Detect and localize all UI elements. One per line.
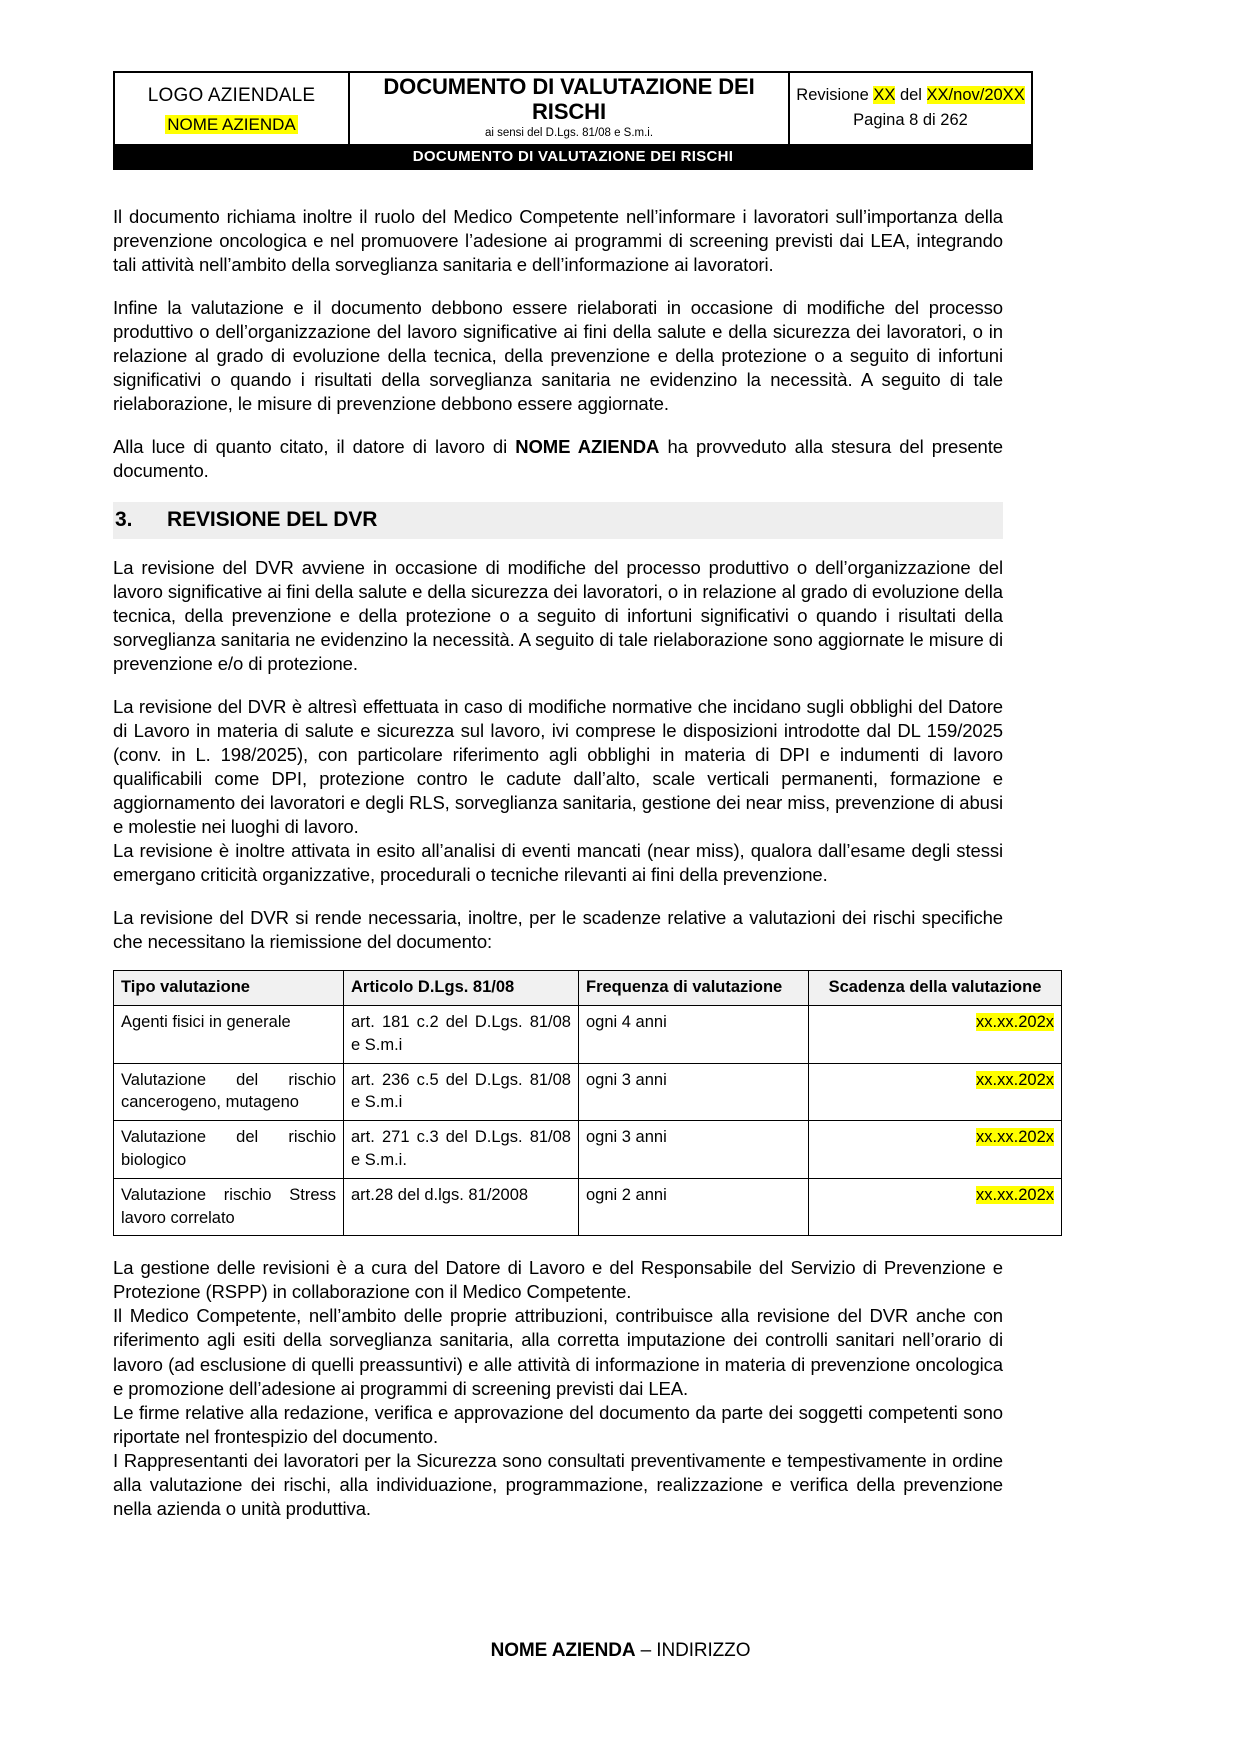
revision-date-highlight: XX/nov/20XX — [926, 85, 1025, 104]
section-paragraph-1: La revisione del DVR avviene in occasione di modifiche del processo produttivo o dell’organizzazione del lavoro significative ai fini della salute e della sicurezza dei lavoratori, o in relazione al grado di evoluzione della tecnica, della prevenzione e della protezione o a seguito di infortuni significativi o quando i risultati della sorveglianza sanitaria ne evidenzino la necessità. A seguito di tale rielaborazione sono aggiornate le misure di prevenzione e/o di protezione. — [113, 556, 1003, 674]
header-title-cell — [349, 72, 789, 145]
revision-prefix: Revisione — [796, 85, 874, 104]
table-body — [114, 1006, 1062, 1236]
revision-number-highlight: XX — [873, 85, 896, 104]
table-header-row — [114, 971, 1062, 1006]
scadenza-highlight: xx.xx.202x — [976, 1070, 1054, 1089]
document-title: DOCUMENTO DI VALUTAZIONE DEI RISCHI — [383, 74, 755, 124]
footer-company-name: NOME AZIENDA — [490, 1640, 636, 1661]
section-heading-revisione-dvr — [113, 502, 1003, 538]
datore-text-before: Alla luce di quanto citato, il datore di lavoro di — [113, 436, 516, 458]
document-subtitle: ai sensi del D.Lgs. 81/08 e S.m.i. — [484, 127, 654, 140]
table-row — [114, 1063, 1062, 1121]
column-header-articolo: Articolo D.Lgs. 81/08 — [344, 971, 579, 1006]
closing-paragraph-3: Le firme relative alla redazione, verifica e approvazione del documento da parte dei soggetti competenti sono riportate nel frontespizio del documento. — [113, 1401, 1003, 1447]
footer-address: INDIRIZZO — [656, 1640, 751, 1661]
datore-text-after: ha provveduto alla stesura del presente documento. — [113, 436, 1003, 482]
cell-scadenza — [809, 1178, 1062, 1236]
page-number-label: Pagina 8 di 262 — [853, 111, 968, 130]
scadenza-highlight: xx.xx.202x — [976, 1128, 1054, 1147]
document-body — [113, 205, 1054, 1540]
document-footer — [0, 1640, 1241, 1662]
section-paragraph-2: La revisione del DVR è altresì effettuata in caso di modifiche normative che incidano sugli obblighi del Datore di Lavoro in materia di salute e sicurezza sul lavoro, ivi comprese le disposizioni introdotte dal DL 159/2025 (conv. in L. 198/2025), con particolare riferimento agli obblighi in materia di DPI e indumenti di lavoro qualificabili come DPI, protezione contro le cadute dall’alto, scale verticali permanenti, formazione e aggiornamento dei lavoratori e degli RLS, sorveglianza sanitaria, gestione dei near miss, prevenzione di abusi e molestie nei luoghi di lavoro. — [113, 695, 1003, 838]
section-paragraph-4: La revisione del DVR si rende necessaria, inoltre, per le scadenze relative a valutazioni dei rischi specifiche che necessitano la riemissione del documento: — [113, 907, 1003, 953]
scadenza-highlight: xx.xx.202x — [976, 1185, 1054, 1204]
paragraph-datore-lavoro — [113, 435, 1003, 483]
table-row — [114, 1006, 1062, 1064]
document-header — [113, 71, 1025, 170]
cell-articolo: art. 271 c.3 del D.Lgs. 81/08 e S.m.i. — [344, 1121, 579, 1179]
company-name-highlight: NOME AZIENDA — [167, 114, 296, 134]
cell-tipo: Valutazione del rischio cancerogeno, mutageno — [114, 1063, 344, 1121]
header-banner-text: DOCUMENTO DI VALUTAZIONE DEI RISCHI — [114, 145, 1032, 169]
cell-tipo: Valutazione del rischio biologico — [114, 1121, 344, 1179]
header-table — [113, 71, 1033, 170]
closing-paragraph-1: La gestione delle revisioni è a cura del Datore di Lavoro e del Responsabile del Servizio di Prevenzione e Protezione (RSPP) in collaborazione con il Medico Competente. — [113, 1257, 1003, 1303]
closing-paragraph-2: Il Medico Competente, nell’ambito delle proprie attribuzioni, contribuisce alla revisione del DVR anche con riferimento agli esiti della sorveglianza sanitaria, alla corretta imputazione dei controlli sanitari nell’orario di lavoro (ad esclusione di quelli preassuntivi) e alle attività di informazione in materia di prevenzione oncologica e promozione dell’adesione ai programmi di screening previsti dai LEA. — [113, 1305, 1003, 1399]
header-logo-cell — [114, 72, 349, 145]
scadenza-highlight: xx.xx.202x — [976, 1013, 1054, 1032]
cell-frequenza: ogni 3 anni — [579, 1063, 809, 1121]
cell-scadenza — [809, 1063, 1062, 1121]
scadenze-table — [113, 970, 1062, 1236]
company-name-wrap — [119, 115, 344, 135]
column-header-scadenza: Scadenza della valutazione — [809, 971, 1062, 1006]
section-number: 3. — [115, 508, 133, 532]
revision-line — [794, 83, 1027, 109]
cell-articolo: art. 236 c.5 del D.Lgs. 81/08 e S.m.i — [344, 1063, 579, 1121]
table-row — [114, 1178, 1062, 1236]
cell-scadenza — [809, 1121, 1062, 1179]
cell-frequenza: ogni 4 anni — [579, 1006, 809, 1064]
paragraph-rielaborazione: Infine la valutazione e il documento debbono essere rielaborati in occasione di modifiche del processo produttivo o dell’organizzazione del lavoro significative ai fini della salute e della sicurezza dei lavoratori, o in relazione al grado di evoluzione della tecnica, della prevenzione e della protezione o a seguito di infortuni significativi o quando i risultati della sorveglianza sanitaria ne evidenzino la necessità. A seguito di tale rielaborazione, le misure di prevenzione debbono essere aggiornate. — [113, 297, 1003, 415]
section-title: REVISIONE DEL DVR — [167, 508, 378, 532]
cell-frequenza: ogni 3 anni — [579, 1121, 809, 1179]
footer-separator: – — [635, 1640, 657, 1661]
cell-frequenza: ogni 2 anni — [579, 1178, 809, 1236]
table-head — [114, 971, 1062, 1006]
revision-mid: del — [895, 85, 927, 104]
logo-placeholder-text: LOGO AZIENDALE — [147, 85, 316, 107]
header-main-row — [114, 72, 1032, 145]
column-header-tipo: Tipo valutazione — [114, 971, 344, 1006]
cell-tipo: Valutazione rischio Stress lavoro correlato — [114, 1178, 344, 1236]
section-paragraph-3: La revisione è inoltre attivata in esito all’analisi di eventi mancati (near miss), qualora dall’esame degli stessi emergano criticità organizzative, procedurali o tecniche rilevanti ai fini della prevenzione. — [113, 840, 1003, 886]
table-row — [114, 1121, 1062, 1179]
cell-articolo: art. 181 c.2 del D.Lgs. 81/08 e S.m.i — [344, 1006, 579, 1064]
closing-paragraph-4: I Rappresentanti dei lavoratori per la Sicurezza sono consultati preventivamente e tempestivamente in ordine alla valutazione dei rischi, alla individuazione, programmazione, realizzazione e verifica della prevenzione nella azienda o unità produttiva. — [113, 1449, 1003, 1519]
paragraph-medico-competente: Il documento richiama inoltre il ruolo del Medico Competente nell’informare i lavoratori sull’importanza della prevenzione oncologica e nel promuovere l’adesione ai programmi di screening previsti dai LEA, integrando tali attività nell’ambito della sorveglianza sanitaria e dell’informazione ai lavoratori. — [113, 206, 1003, 276]
column-header-frequenza: Frequenza di valutazione — [579, 971, 809, 1006]
cell-scadenza — [809, 1006, 1062, 1064]
header-revision-cell — [789, 72, 1032, 145]
cell-articolo: art.28 del d.lgs. 81/2008 — [344, 1178, 579, 1236]
datore-company-bold: NOME AZIENDA — [515, 436, 660, 458]
cell-tipo: Agenti fisici in generale — [114, 1006, 344, 1064]
header-banner-row — [114, 145, 1032, 169]
